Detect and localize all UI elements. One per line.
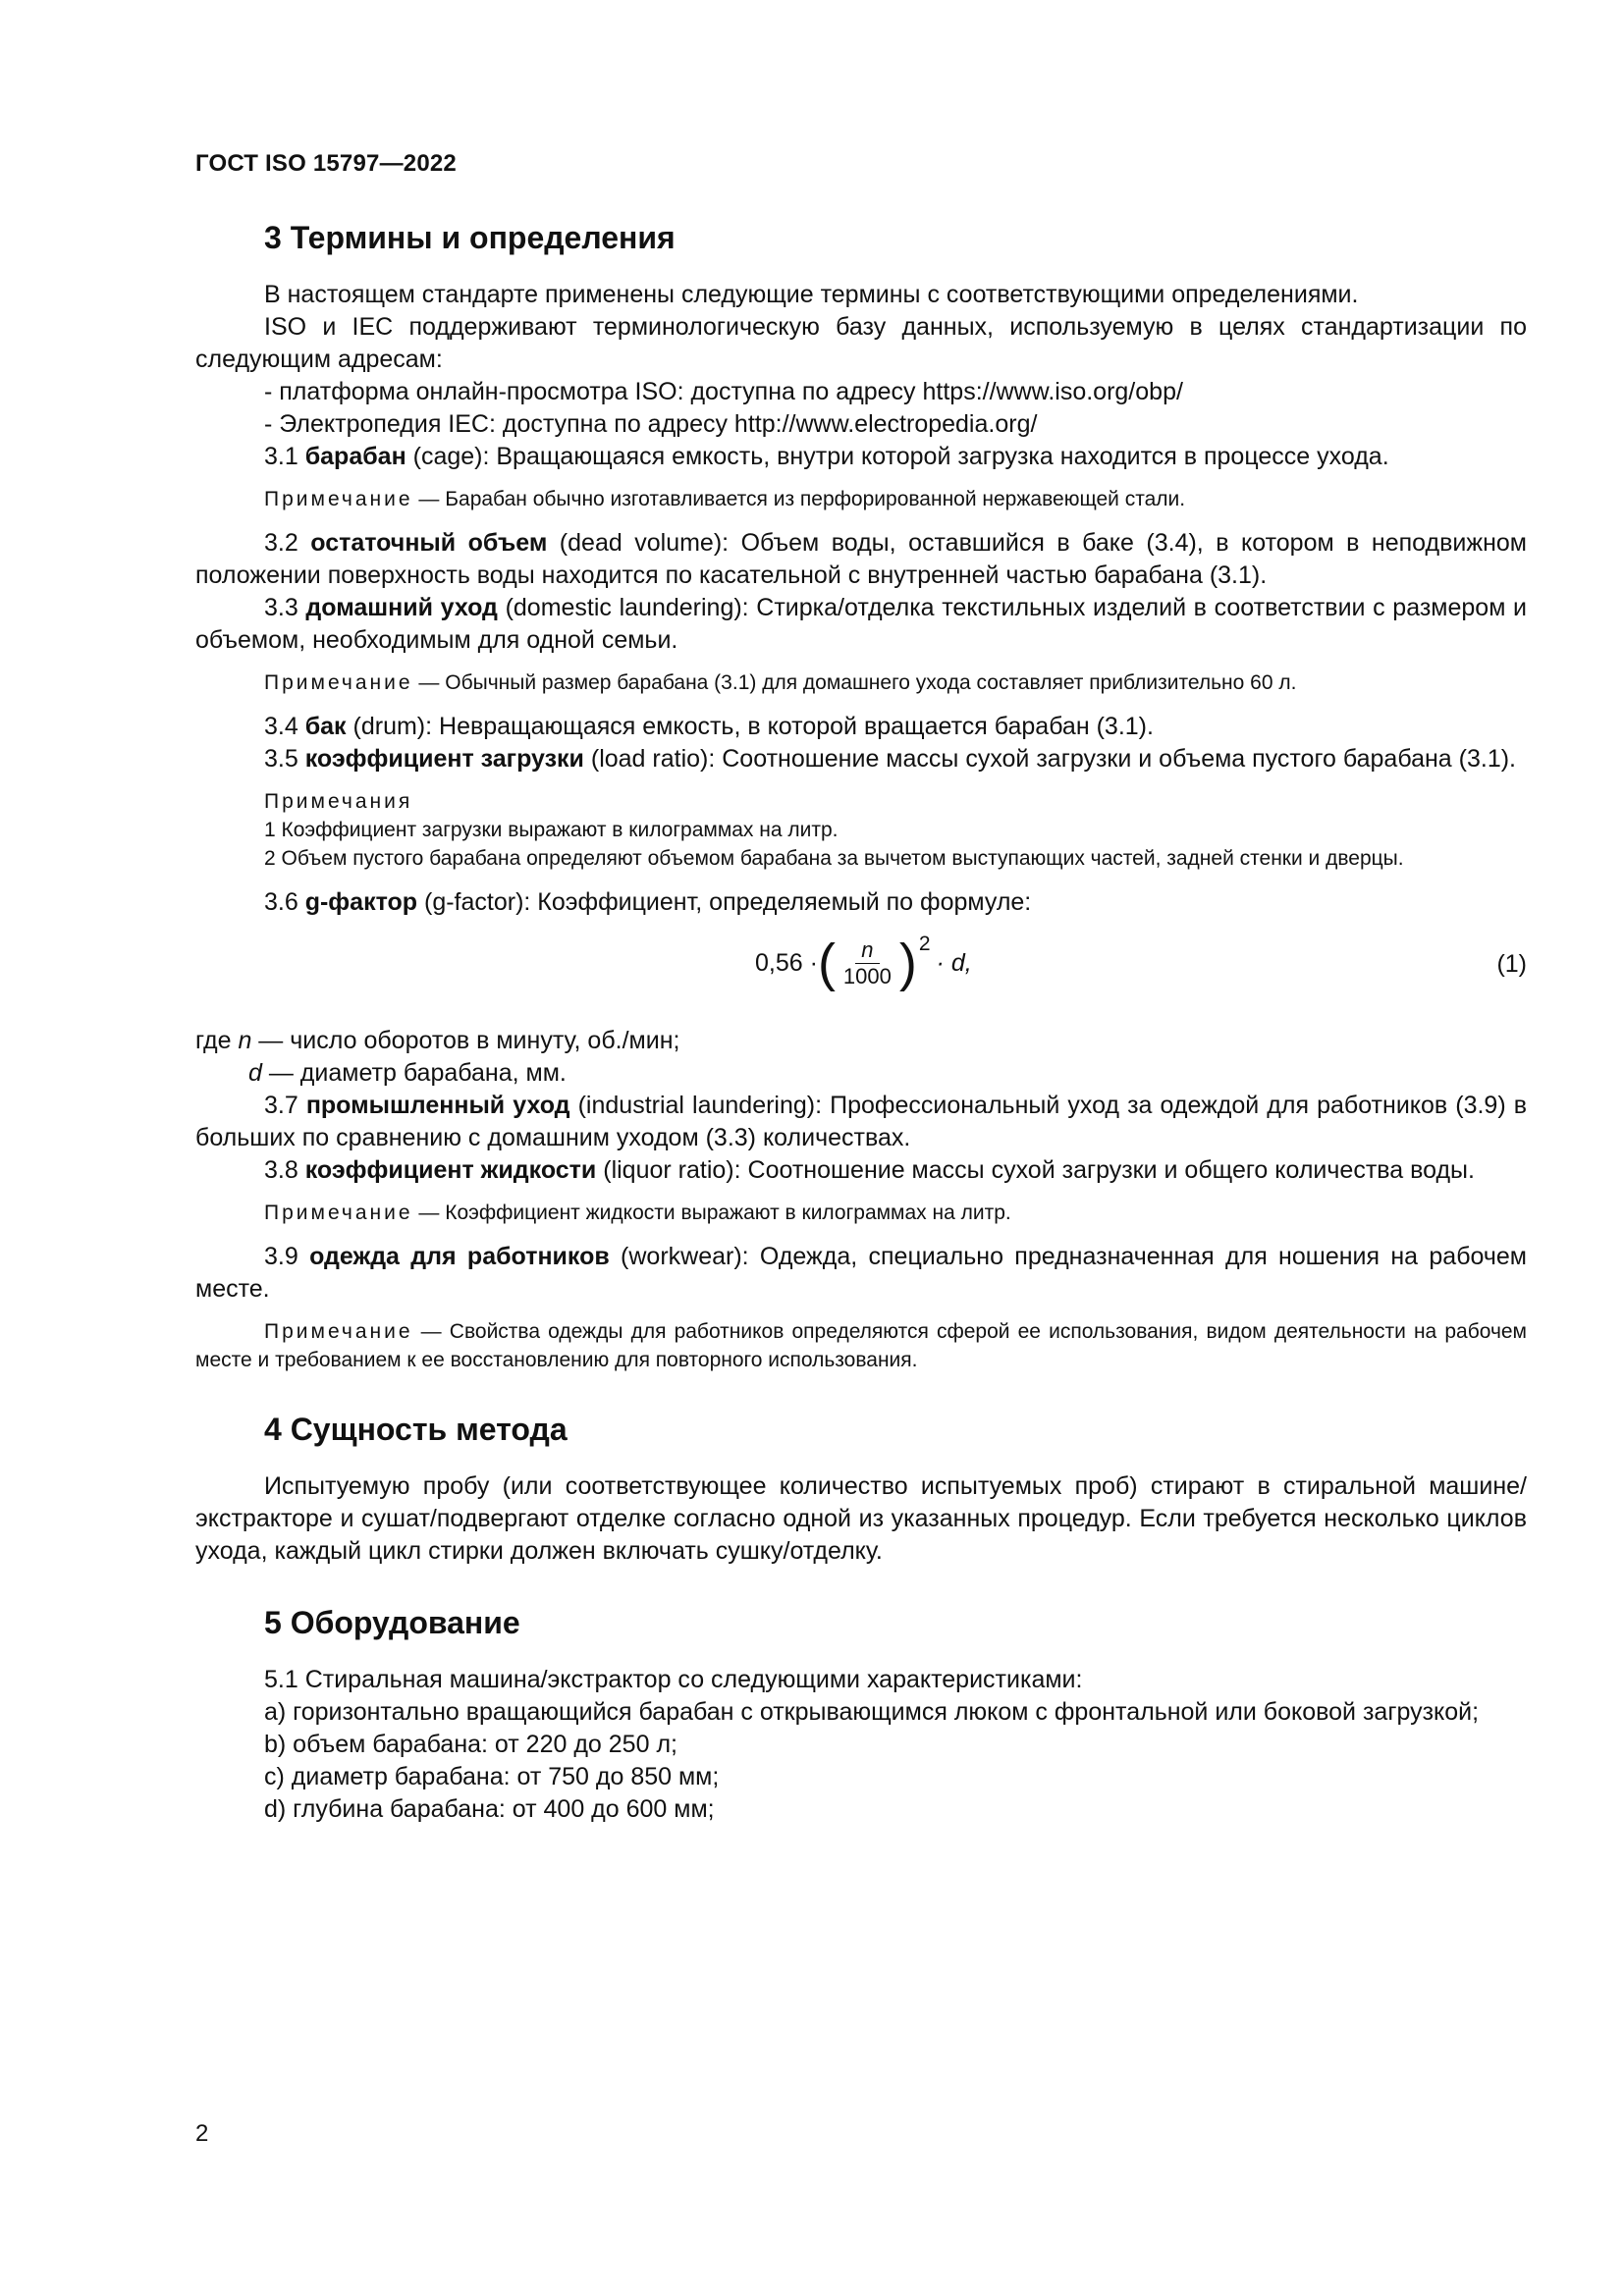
note-item-1: 1 Коэффициент загрузки выражают в килограммах на литр. xyxy=(264,819,839,841)
formula-tail: · d, xyxy=(936,948,972,977)
term-name: барабан xyxy=(304,443,406,470)
notes-label-line xyxy=(195,787,1527,816)
term-3-1 xyxy=(195,441,1527,473)
note-text: — Свойства одежды для работников определяются сферой ее использования, видом деятельности на рабочем месте и требованием к ее восстановлению для повторного использования. xyxy=(195,1320,1527,1371)
term-definition: (dead volume): Объем воды, оставшийся в баке (3.4), в котором в неподвижном положении поверхность воды находится по касательной с внутренней частью барабана (3.1). xyxy=(195,529,1527,589)
fraction-denominator: 1000 xyxy=(842,963,892,988)
formula-1 xyxy=(195,927,1527,1017)
list-item-d: d) глубина барабана: от 400 до 600 мм; xyxy=(264,1795,715,1823)
note-text: — Обычный размер барабана (3.1) для домашнего ухода составляет приблизительно 60 л. xyxy=(412,671,1297,694)
term-name: бак xyxy=(304,713,347,740)
term-name: коэффициент загрузки xyxy=(304,745,584,773)
term-3-5 xyxy=(195,743,1527,775)
formula-fraction xyxy=(839,937,895,989)
note-label: Примечание xyxy=(264,488,413,510)
list-item-a: a) горизонтально вращающийся барабан с открывающимся люком с фронтальной или боковой загрузкой; xyxy=(264,1698,1480,1726)
term-name: промышленный уход xyxy=(305,1092,570,1119)
list-item-b: b) объем барабана: от 220 до 250 л; xyxy=(264,1731,677,1758)
note-3-1 xyxy=(195,485,1527,513)
term-3-9 xyxy=(195,1241,1527,1306)
variable-n: n xyxy=(238,1027,252,1054)
page-number: 2 xyxy=(195,2120,209,2147)
intro-paragraph-1: В настоящем стандарте применены следующие термины с соответствующими определениями. xyxy=(264,281,1359,308)
term-name: домашний уход xyxy=(305,594,498,621)
term-number: 3.7 xyxy=(264,1092,306,1119)
equation-number: (1) xyxy=(1496,950,1527,978)
term-number: 3.3 xyxy=(264,594,306,621)
where-d-text: — диаметр барабана, мм. xyxy=(261,1059,567,1087)
term-3-6 xyxy=(195,886,1527,919)
clause-5-1: 5.1 Стиральная машина/экстрактор со следующими характеристиками: xyxy=(264,1666,1083,1693)
term-number: 3.8 xyxy=(264,1156,305,1184)
term-3-2 xyxy=(195,527,1527,592)
formula-expression xyxy=(755,932,972,992)
note-3-9 xyxy=(195,1317,1527,1374)
formula-exponent: 2 xyxy=(918,932,931,955)
term-3-4 xyxy=(195,711,1527,743)
term-name: g-фактор xyxy=(304,888,418,916)
term-definition: (load ratio): Соотношение массы сухой загрузки и объема пустого барабана (3.1). xyxy=(583,745,1516,773)
section-3-heading: 3 Термины и определения xyxy=(264,220,676,255)
term-definition: (g-factor): Коэффициент, определяемый по формуле: xyxy=(417,888,1032,916)
document-header: ГОСТ ISO 15797—2022 xyxy=(195,150,457,177)
where-lead: где xyxy=(195,1027,239,1054)
section-5-heading: 5 Оборудование xyxy=(264,1605,520,1640)
term-number: 3.4 xyxy=(264,713,305,740)
term-definition: (industrial laundering): Профессиональный уход за одеждой для работников (3.9) в больших по сравнению с домашним уходом (3.3) количествах. xyxy=(195,1092,1527,1151)
note-label: Примечание xyxy=(264,1320,413,1343)
bullet-iso-obp: - платформа онлайн-просмотра ISO: доступна по адресу https://www.iso.org/obp/ xyxy=(264,378,1183,405)
formula-coefficient: 0,56 · xyxy=(755,948,818,977)
notes-3-5 xyxy=(195,787,1527,873)
term-name: одежда для работников xyxy=(309,1243,610,1270)
note-3-8 xyxy=(195,1199,1527,1227)
intro-paragraph-2: ISO и IEC поддерживают терминологическую базу данных, используемую в целях стандартизации по следующим адресам: xyxy=(195,313,1527,373)
fraction-numerator: n xyxy=(855,937,879,964)
section-4-paragraph: Испытуемую пробу (или соответствующее количество испытуемых проб) стирают в стиральной машине/экстракторе и сушат/подвергают отделке согласно одной из указанных процедур. Если требуется несколько циклов ухода, каждый цикл стирки должен включать сушку/отделку. xyxy=(195,1472,1527,1565)
term-number: 3.9 xyxy=(264,1243,310,1270)
where-n-text: — число оборотов в минуту, об./мин; xyxy=(251,1027,680,1054)
note-text: — Барабан обычно изготавливается из перфорированной нержавеющей стали. xyxy=(412,488,1186,510)
list-item-c: c) диаметр барабана: от 750 до 850 мм; xyxy=(264,1763,720,1790)
right-paren: ) xyxy=(898,934,917,992)
notes-label: Примечания xyxy=(264,790,413,813)
variable-d: d xyxy=(248,1059,262,1087)
term-number: 3.2 xyxy=(264,529,311,557)
bullet-electropedia: - Электропедия IEC: доступна по адресу http://www.electropedia.org/ xyxy=(264,410,1038,438)
note-text: — Коэффициент жидкости выражают в килограммах на литр. xyxy=(412,1201,1011,1224)
left-paren: ( xyxy=(817,934,836,992)
term-name: коэффициент жидкости xyxy=(304,1156,597,1184)
note-label: Примечание xyxy=(264,671,413,694)
note-item-2: 2 Объем пустого барабана определяют объемом барабана за вычетом выступающих частей, задней стенки и дверцы. xyxy=(264,847,1404,870)
section-4-heading: 4 Сущность метода xyxy=(264,1412,568,1447)
term-number: 3.1 xyxy=(264,443,305,470)
term-3-8 xyxy=(195,1154,1527,1187)
term-definition: (drum): Невращающаяся емкость, в которой вращается барабан (3.1). xyxy=(346,713,1154,740)
note-label: Примечание xyxy=(264,1201,413,1224)
where-d xyxy=(195,1057,1527,1090)
term-number: 3.5 xyxy=(264,745,305,773)
term-definition: (workwear): Одежда, специально предназначенная для ношения на рабочем месте. xyxy=(195,1243,1527,1303)
term-number: 3.6 xyxy=(264,888,305,916)
term-3-3 xyxy=(195,592,1527,657)
note-3-3 xyxy=(195,668,1527,697)
term-3-7 xyxy=(195,1090,1527,1154)
where-n xyxy=(195,1025,1527,1057)
term-definition: (liquor ratio): Соотношение массы сухой загрузки и общего количества воды. xyxy=(596,1156,1475,1184)
term-name: остаточный объем xyxy=(310,529,548,557)
term-definition: (domestic laundering): Стирка/отделка текстильных изделий в соответствии с размером и объемом, необходимым для одной семьи. xyxy=(195,594,1527,654)
term-definition: (cage): Вращающаяся емкость, внутри которой загрузка находится в процессе ухода. xyxy=(406,443,1389,470)
document-body xyxy=(195,218,1527,1826)
